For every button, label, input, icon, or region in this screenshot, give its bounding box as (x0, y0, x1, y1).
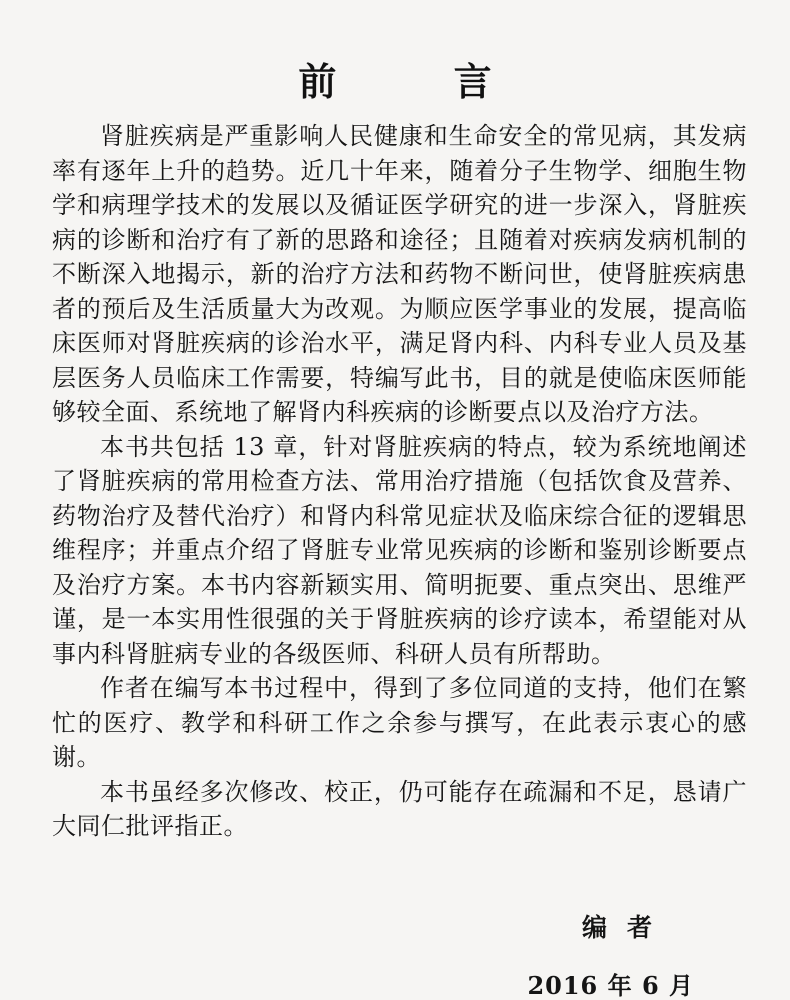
paragraph-2: 本书共包括 13 章，针对肾脏疾病的特点，较为系统地阐述了肾脏疾病的常用检查方法、常用治疗措施（包括饮食及营养、药物治疗及替代治疗）和肾内科常见症状及临床综合征的逻辑思维程序；并重点介绍了肾脏专业常见疾病的诊断和鉴别诊断要点及治疗方案。本书内容新颖实用、简明扼要、重点突出、思维严谨，是一本实用性很强的关于肾脏疾病的诊疗读本，希望能对从事内科肾脏病专业的各级医师、科研人员有所帮助。 (52, 432, 747, 668)
paragraph-1: 肾脏疾病是严重影响人民健康和生命安全的常见病，其发病率有逐年上升的趋势。近几十年来，随着分子生物学、细胞生物学和病理学技术的发展以及循证医学研究的进一步深入，肾脏疾病的诊断和治疗有了新的思路和途径；且随着对疾病发病机制的不断深入地揭示，新的治疗方法和药物不断问世，使肾脏疾病患者的预后及生活质量大为改观。为顺应医学事业的发展，提高临床医师对肾脏疾病的诊治水平，满足肾内科、内科专业人员及基层医务人员临床工作需要，特编写此书，目的就是使临床医师能够较全面、系统地了解肾内科疾病的诊断要点以及治疗方法。 (52, 122, 747, 426)
paragraph-3: 作者在编写本书过程中，得到了多位同道的支持，他们在繁忙的医疗、教学和科研工作之余参与撰写，在此表示衷心的感谢。 (52, 674, 747, 771)
page-title: 前 言 (298, 59, 544, 105)
paragraph-4: 本书虽经多次修改、校正，仍可能存在疏漏和不足，恳请广大同仁批评指正。 (52, 777, 747, 840)
show-through-line (40, 4, 760, 31)
author-signature: 编者 (581, 913, 672, 942)
date-line: 2016 年 6 月 (527, 971, 694, 1000)
preface-body (52, 119, 747, 844)
